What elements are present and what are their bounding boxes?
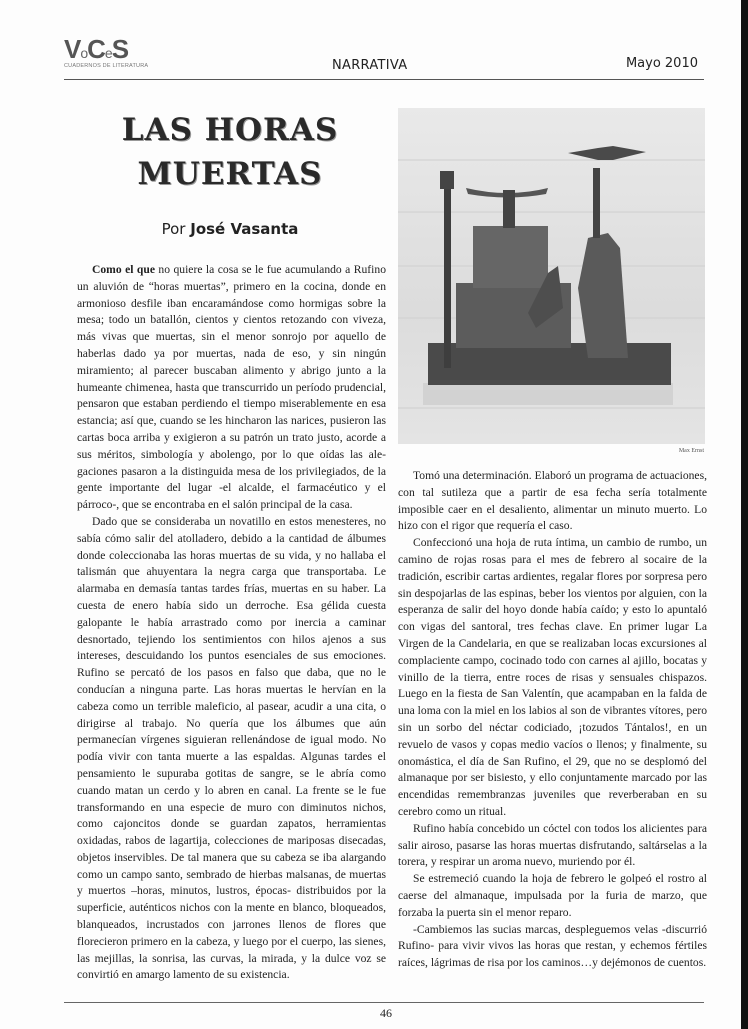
sculpture-block-upper (473, 226, 548, 288)
logo-wordmark (64, 36, 148, 62)
sculpture-figure-right (578, 233, 628, 358)
logo-letter: S (111, 34, 129, 64)
left-column (77, 262, 386, 984)
logo-letter: V (64, 34, 81, 64)
section-label: NARRATIVA (332, 58, 408, 73)
byline-prefix: Por (161, 220, 186, 238)
logo-letter: C (87, 34, 105, 64)
paragraph: Tomó una determinación. Elaboró un programa de actuaciones, con tal sutileza que a partir de esa fecha sería totalmente imposible caer en el desaliento, alimentar un minuto muerto. Lo hizo con el rigor que requería el caso. (398, 469, 707, 533)
right-column (398, 468, 707, 972)
photo-caption: Max Ernst (678, 448, 704, 454)
magazine-logo (64, 36, 148, 69)
lead-in: Como el que (92, 263, 155, 276)
title-line-1: LAS HORAS (121, 112, 339, 148)
scan-edge-shadow (741, 0, 748, 1029)
article-title (80, 108, 380, 196)
title-line-2: MUERTAS (137, 156, 323, 192)
logo-subtitle: CUADERNOS DE LITERATURA (64, 63, 149, 69)
sculpture-base (428, 343, 671, 385)
paragraph: Se estremeció cuando la hoja de febrero le golpeó el rostro al caerse del almanaque, impulsada por la furia de marzo, que forzaba la puerta sin el menor reparo. (398, 872, 707, 919)
paragraph: Rufino había concebido un cóctel con todos los alicientes para salir airoso, pasarse las horas muertas disfrutando, saltárselas a la torera, y respirar un aroma nuevo, muriendo por él. (398, 821, 707, 869)
page-number: 46 (380, 1006, 392, 1020)
logo-letter: e (104, 45, 112, 61)
page-header (64, 36, 704, 76)
author-name: José Vasanta (190, 220, 299, 238)
issue-date: Mayo 2010 (625, 56, 698, 71)
sculpture-bird-head (568, 146, 646, 160)
sculpture-photo (398, 108, 705, 444)
paragraph: Confeccionó una hoja de ruta íntima, un cambio de rumbo, un camino de rojas rosas para el mes de febrero al socaire de la tradición, escribir cartas ardientes, regalar flores por sorpresa pero sin despojarlas de las espinas, beber los vientos por alguien, con la esperanza de salir del hoyo donde había caído; y esto lo apuntaló con vigas del santoral, tres fechas clave. En primer lugar La Virgen de la Candelaria, en que se realizaban locas excursiones al complaciente campo, cocinado todo con carnes al ajillo, bocatas y vinillo de la tierra, entre roces de risas y sensuales chispazos. Luego en la fiesta de San Valentín, que acampaban en la falda de una loma con la miel en los labios al son de vibrantes vítores, pero sin un sorbo del néctar codiciado, ¡tozudos Tántalos!, en un revuelo de vasos y copas medio vacíos o llenos; y finalmente, su onomástica, el día de San Rufino, el 29, que no se desplomó del almanaque por ser bisiesto, y ello conjuntamente marcado por las encendidas remembranzas juveniles que reverberaban en su cerebro como un ritual. (398, 536, 707, 818)
paragraph-text: no quiere la cosa se le fue acumulando a Rufino un aluvión de “horas muertas”, primero en la cocina, donde en armonioso desfile iban encaramándose como hormigas sobre la mesa; todo un batallón, cientos y cientos retozando con viveza, más vivas que muertas, sin el menor sonrojo por aquello de haberlas dado ya por muertas, nada de eso, y sin ningún miramiento; al parecer buscaban alimento y abrigo junto a la humeante chimenea, hasta que transcurrido un período prudencial, pensaron que estaban perdiendo el tiempo miserablemente en esa estancia; así que, cuando se les hincharon las narices, pusieron las cartas boca arriba y exigieron a su patrón un trato justo, acorde a sus méritos, simbología y abolengo, por lo que oídas las alegaciones pasaron a la distinguida mesa de los privilegiados, de la gente importante del lugar -el alcalde, el farmacéutico y el párroco-, que se encontraba en el salón principal de la casa. (77, 263, 386, 512)
paragraph (77, 262, 386, 514)
sculpture-staff (444, 178, 451, 368)
header-divider (64, 79, 704, 80)
paragraph: -Cambiemos las sucias marcas, despleguemos velas -discurrió Rufino- para vivir vivos las horas que restan, y echemos fértiles raíces, lágrimas de risa por los caminos…y dejémonos de cuentos. (398, 922, 707, 970)
sculpture-neck (593, 168, 600, 238)
sculpture-staff-head (440, 171, 454, 189)
sculpture-illustration (398, 108, 705, 444)
logo-letter: o (80, 45, 88, 61)
sculpture-head (503, 190, 515, 228)
paragraph: Dado que se consideraba un novatillo en estos menesteres, no sabía cómo salir del atolladero, debido a la cantidad de álbumes donde coleccionaba las horas muertas de su vida, y no hallaba el talismán que ahuyentara la negra carga que transportaba. Le alarmaba en demasía tantas tardes frías, muertas en su haber. La cuesta de enero había sido un derroche. Esa gélida cuesta galopante le había arrastrado como por inercia a caminar desnortado, tejiendo los sentimientos con hilos ajenos a sus intereses, descuidando los puntos esenciales de sus emociones. Rufino se percató de los pasos en falso que daba, que no le conducían a ninguna parte. Las horas muertas le hervían en la cabeza como un terrible maleficio, al pasear, acudir a una cita, o dirigirse al trabajo. No quería que los álbumes que aún permanecían vírgenes siguieran rellenándose de igual modo. No podía vivir con tanta muerte a las espaldas. Algunas tardes el pensamiento le supuraba gotitas de sangre, se le abría como cuando matan un cerdo y lo abren en canal. La frente se le fue transformando en una especie de muro con diminutos nichos, como cajoncitos donde se guardan zapatos, herramientas oxidadas, rabos de lagartija, colecciones de mariposas disecadas, objetos inservibles. De tal manera que su cabeza se iba alargando como un campo santo, sembrado de hierbas malsanas, de muertas y muertos –horas, minutos, lustros, épocas- distribuidos por la superficie, auténticos nichos con la mente en blanco, bloqueados, blanqueados, incrustados con jarrones llenos de flores que florecieron primero en la cabeza, y luego por el cuerpo, las sienes, las mejillas, la sonrisa, las curvas, la mirada, y la dulce voz se convirtió en amargo lamento de su existencia. (77, 514, 386, 982)
byline (80, 220, 380, 238)
plinth (423, 383, 673, 405)
footer-divider (64, 1002, 704, 1003)
